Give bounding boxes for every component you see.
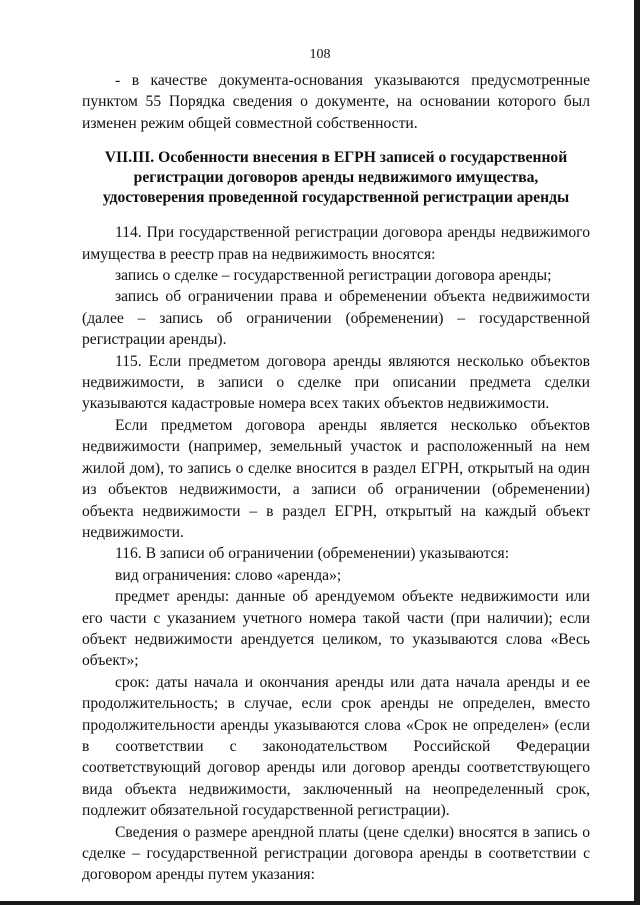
paragraph-restriction-type: вид ограничения: слово «аренда»; — [115, 566, 342, 584]
paragraph-intro: - в качестве документа-основания указываются предусмотренные пунктом 55 Порядка сведения о документе, на основании которого был изменен режим общей совместной собственности. — [82, 72, 590, 132]
paragraph-116: 116. В записи об ограничении (обременении) указываются: — [115, 545, 510, 563]
paragraph-restriction-record: запись об ограничении права и обременении объекта недвижимости (далее – запись об ограничении (обременении) – государственной регистрации аренды). — [82, 288, 590, 349]
paragraph-multiple-objects: Если предметом договора аренды является несколько объектов недвижимости (например, земельный участок и расположенный на нем жилой дом), то запись о сделке вносится в раздел ЕГРН, открытый на один из объектов недвижимости, а записи об ограничении (обременении) объекта недвижимости – в раздел ЕГРН, открытый на каждый объект недвижимости. — [82, 416, 590, 541]
paragraph-115: 115. Если предметом договора аренды являются несколько объектов недвижимости, в записи о сделке при описании предмета сделки указываются кадастровые номера всех таких объектов недвижимости. — [82, 352, 590, 413]
document-body — [82, 70, 590, 886]
scan-edge-bottom — [0, 901, 640, 905]
paragraph-114: 114. При государственной регистрации договора аренды недвижимого имущества в реестр прав на недвижимость вносятся: — [82, 224, 590, 263]
paragraph-deal-record: запись о сделке – государственной регистрации договора аренды; — [115, 267, 552, 285]
section-heading: VII.III. Особенности внесения в ЕГРН записей о государственной регистрации договоров аренды недвижимого имущества, удостоверения проведенной государственной регистрации аренды — [102, 149, 570, 207]
paragraph-lease-term: срок: даты начала и окончания аренды или дата начала аренды и ее продолжительность; в случае, если срок аренды не определен, вместо продолжительности аренды указываются слова «Срок не определен» (если в соответствии с законодательством Российской Федерации соответствующий договор аренды или договор аренды соответствующего вида объекта недвижимости, заключенный на неопределенный срок, подлежит обязательной государственной регистрации). — [82, 673, 590, 820]
paragraph-rent-info: Сведения о размере арендной платы (цене сделки) вносятся в запись о сделке – государственной регистрации договора аренды в соответствии с договором аренды путем указания: — [82, 823, 590, 884]
scan-edge-right — [634, 0, 640, 905]
page-number: 108 — [309, 47, 331, 62]
paragraph-lease-subject: предмет аренды: данные об арендуемом объекте недвижимости или его части с указанием учетного номера такой части (при наличии); если объект недвижимости арендуется целиком, то указываются слова «Весь объект»; — [82, 588, 590, 670]
